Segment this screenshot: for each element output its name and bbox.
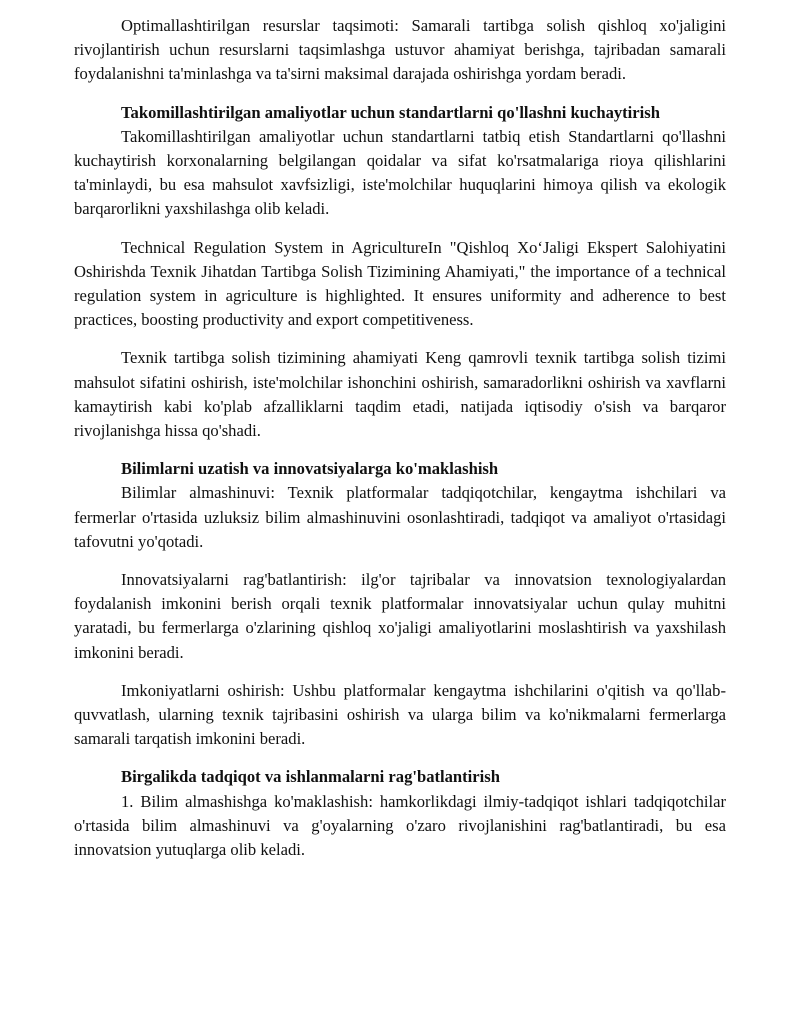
paragraph-innovation: Innovatsiyalarni rag'batlantirish: ilg'or tajribalar va innovatsion texnologiyalardan foydalanish imkonini berish orqali texnik platformalar innovatsiyalar uchun qulay muhitni yaratadi, bu fermerlarga o'zlarining qishloq xo'jaligi amaliyotlarini moslashtirish va yaxshilash imkonini beradi. <box>74 570 726 662</box>
paragraph-knowledge-exchange: Bilimlar almashinuvi: Texnik platformalar tadqiqotchilar, kengaytma ishchilari va fermerlar o'rtasida uzluksiz bilim almashinuvini osonlashtiradi, tadqiqot va amaliyot o'rtasidagi tafovutni yo'qotadi. <box>74 483 726 551</box>
heading-knowledge-transfer: Bilimlarni uzatish va innovatsiyalarga ko'maklashish <box>121 459 499 479</box>
paragraph-technical-regulation: Technical Regulation System in AgricultureIn "Qishloq Xo‘Jaligi Ekspert Salohiyatini Oshirishda Texnik Jihatdan Tartibga Solish Tizimining Ahamiyati," the importance of a technical regulation system in agriculture is highlighted. It ensures uniformity and adherence to best practices, boosting productivity and export competitiveness. <box>74 237 726 330</box>
paragraph-capacity: Imkoniyatlarni oshirish: Ushbu platformalar kengaytma ishchilarini o'qitish va qo'llab-quvvatlash, ularning texnik tajribasini oshirish va ularga bilim va ko'nikmalarni fermerlarga samarali tarqatish imkonini beradi. <box>74 680 726 749</box>
heading-joint-research: Birgalikda tadqiqot va ishlanmalarni rag'batlantirish <box>121 767 500 787</box>
paragraph-regulation-importance: Texnik tartibga solish tizimining ahamiyati Keng qamrovli texnik tartibga solish tizimi mahsulot sifatini oshirish, iste'molchilar ishonchini oshirish, samaradorlikni oshirish va xavflarni kamaytirish kabi ko'plab afzalliklarni taqdim etadi, natijada iqtisodiy o'sish va barqaror rivojlanishga hissa qo'shadi. <box>74 348 726 441</box>
paragraph-knowledge-sharing: 1. Bilim almashishga ko'maklashish: hamkorlikdagi ilmiy-tadqiqot ishlari tadqiqotchilar o'rtasida bilim almashinuvi va g'oyalarning o'zaro rivojlanishini rag'batlantiradi, bu esa innovatsion yutuqlarga olib keladi. <box>74 791 726 860</box>
document-page <box>74 14 726 862</box>
heading-standards: Takomillashtirilgan amaliyotlar uchun standartlarni qo'llashni kuchaytirish <box>121 102 660 122</box>
paragraph-resource-allocation: Optimallashtirilgan resurslar taqsimoti: Samarali tartibga solish qishloq xo'jaligini rivojlantirish uchun resurslarni taqsimlashga ustuvor ahamiyat berishga, tajribadan samarali foydalanishni ta'minlashga va ta'sirni maksimal darajada oshirishga yordam beradi. <box>74 16 726 84</box>
paragraph-standards: Takomillashtirilgan amaliyotlar uchun standartlarni tatbiq etish Standartlarni qo'llashni kuchaytirish korxonalarning belgilangan qoidalar va sifat ko'rsatmalariga rioya qilishlarini ta'minlaydi, bu esa mahsulot xavfsizligi, iste'molchilar huquqlarini himoya qilish va ekologik barqarorlikni yaxshilashga olib keladi. <box>74 126 726 219</box>
